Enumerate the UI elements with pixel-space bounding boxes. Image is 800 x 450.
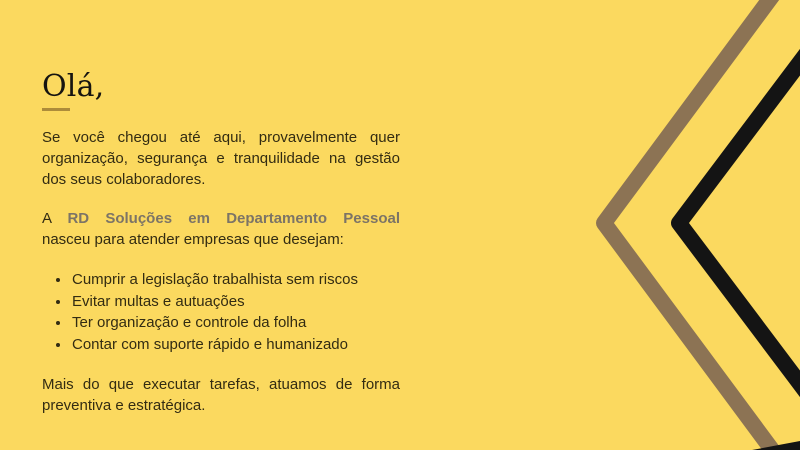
closing-paragraph [42,374,400,416]
slide-content [42,70,400,416]
list-item: • Contar com suporte rápido e humanizado [71,334,400,356]
corner-chevron-tip-icon [752,441,800,450]
brown-chevron-icon [604,0,787,450]
title-underline [42,108,70,111]
benefits-list [42,269,400,355]
black-chevron-icon [679,33,800,413]
intro-paragraph [42,127,400,190]
brand-paragraph [42,208,400,250]
intro-line: organização, segurança e tranquilidade na gestão [42,150,400,167]
closing-line: Mais do que executar tarefas, atuamos de forma [42,376,400,393]
list-item: • Ter organização e controle da folha [71,312,400,334]
brand-line [42,208,400,229]
page-title: Olá, [42,69,105,104]
intro-line: dos seus colaboradores. [42,171,206,188]
closing-line: preventiva e estratégica. [42,397,206,414]
list-item: • Evitar multas e autuações [71,291,400,313]
brand-highlight: RD Soluções em Departamento Pessoal [67,210,400,227]
brand-prefix: A [42,210,52,227]
brand-line: nasceu para atender empresas que desejam: [42,231,344,248]
intro-line: Se você chegou até aqui, provavelmente quer [42,129,400,146]
list-item: • Cumprir a legislação trabalhista sem riscos [71,269,400,291]
